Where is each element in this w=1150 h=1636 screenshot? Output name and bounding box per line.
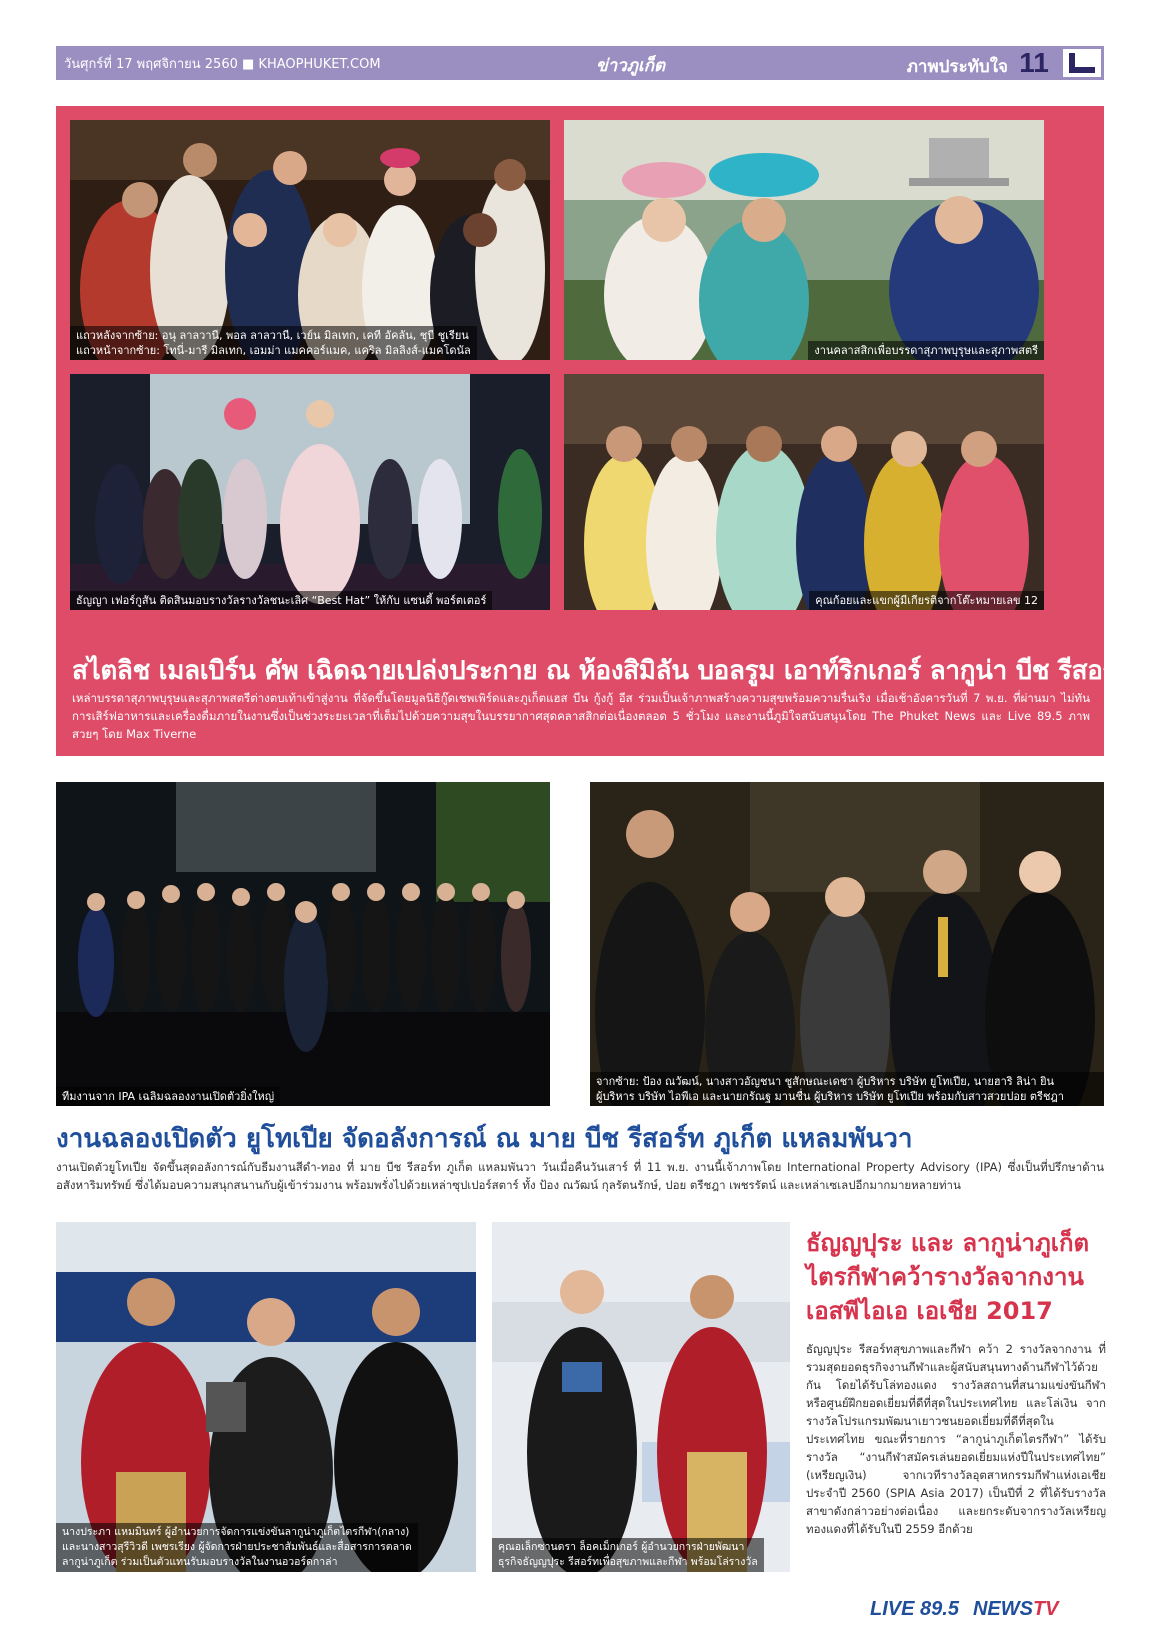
footer-logos <box>870 1598 1059 1621</box>
photo-thanyapura-award <box>492 1222 790 1572</box>
photo-caption: นางประภา แหมมินทร์ ผู้อำนวยการจัดการแข่งขันลากูน่าภูเก็ตไตรกีฬา(กลาง) และนางสาวสุรีวิวดี เพชรเรียง ผู้จัดการฝ่ายประชาสัมพันธ์และสื่อสารการตลาด ลากูน่าภูเก็ต ร่วมเป็นตัวแทนรับมอบรางวัลในงานอวอร์ดกาล่า <box>56 1523 418 1572</box>
photo-caption: คุณอเล็กซานดรา ล็อคเม็กเกอร์ ผู้อำนวยการฝ่ายพัฒนา ธุรกิจธัญญปุระ รีสอร์ทเพื่อสุขภาพและกีฬา พร้อมโล่รางวัล <box>492 1538 764 1572</box>
story-body: งานเปิดตัวยูโทเปีย จัดขึ้นสุดอลังการณ์กับธีมงานสีดำ-ทอง ที่ มาย บีช รีสอร์ท ภูเก็ต แหลมพันวา วันเมื่อคืนวันเสาร์ ที่ 11 พ.ย. งานนี้เจ้าภาพโดย International Property Advisory (IPA) ซึ่งเป็นที่ปรึกษาด้านอสังหาริมทรัพย์ ซึ่งได้มอบความสนุกสนานกับผู้เข้าร่วมงาน พร้อมพรั่งไปด้วยเหล่าซุปเปอร์สตาร์ ทั้ง ป้อง ณวัฒน์ กุลรัตนรักษ์, ปอย ตรีชฎา เพชรรัตน์ และเหล่าเซเลปอีกมากมายหลายท่าน <box>56 1160 1104 1192</box>
tv-logo-text: TV <box>1032 1598 1059 1620</box>
story-headline: สไตลิช เมลเบิร์น คัพ เฉิดฉายเปล่งประกาย ณ ห้องสิมิลัน บอลรูม เอาท์ริกเกอร์ ลากูน่า บีช รีสอร์ท <box>72 656 1134 686</box>
photo-hats-guests <box>564 120 1044 360</box>
photo-scene <box>590 782 1104 1106</box>
photo-scene <box>70 374 550 610</box>
photo-caption: คุณก้อยและแขกผู้มีเกียรติจากโต๊ะหมายเลข 12 <box>809 591 1044 610</box>
photo-caption: ทีมงานจาก IPA เฉลิมฉลองงานเปิดตัวยิ่งใหญ่ <box>56 1087 280 1106</box>
story-headline: งานฉลองเปิดตัว ยูโทเปีย จัดอลังการณ์ ณ มาย บีช รีสอร์ท ภูเก็ต แหลมพันวา <box>56 1124 913 1154</box>
section-title: ภาพประทับใจ <box>906 57 1008 77</box>
photo-best-hat-award <box>70 374 550 610</box>
photo-scene <box>492 1222 790 1572</box>
news-tv-logo <box>973 1598 1059 1621</box>
photo-scene <box>56 1222 476 1572</box>
corner-arrow-icon <box>1060 46 1104 80</box>
photo-scene <box>56 782 550 1106</box>
story-body: ธัญญปุระ รีสอร์ทสุขภาพและกีฬา คว้า 2 รางวัลจากงาน ที่รวมสุดยอดธุรกิจงานกีฬาและผู้สนับสนุนทางด้านกีฬาไว้ด้วยกัน โดยได้รับโล่ทองแดง รางวัลสถานที่สนามแข่งขันกีฬา หรือศูนย์ฝึกยอดเยี่ยมที่ดีที่สุดในประเทศไทย และโล่เงิน จากรางวัลโปรแกรมพัฒนาเยาวชนยอดเยี่ยมที่ดีที่สุดในประเทศไทย ขณะที่รายการ “ลากูน่าภูเก็ตไตรกีฬา” ได้รับรางวัล “งานกีฬาสมัครเล่นยอดเยี่ยมแห่งปีในประเทศไทย” (เหรียญเงิน) จากเวทีรางวัลอุตสาหกรรมกีฬาแห่งเอเชีย ประจำปี 2560 (SPIA Asia 2017) เป็นปีที่ 2 ที่ได้รับรางวัลสาขาดังกล่าวอย่างต่อเนื่อง และยกระดับจากรางวัลเหรียญทองแดงที่ได้รับในปี 2559 อีกด้วย <box>806 1342 1106 1536</box>
photo-caption: จากซ้าย: ป้อง ณวัฒน์, นางสาวอัญชนา ชูสักษณะเดชา ผู้บริหาร บริษัท ยูโทเปีย, นายฮาริ ลิน่า ยิน ผู้บริหาร บริษัท ไอพีเอ และนายกรัณฐ มานชื่น ผู้บริหาร บริษัท ยูโทเปีย พร้อมกับสาวสวยปอย ตรีชฎา <box>590 1072 1104 1106</box>
page-header <box>56 46 1104 80</box>
photo-scene <box>564 120 1044 360</box>
photo-caption: แถวหลังจากซ้าย: อนุ ลาลวานี, พอล ลาลวานี, เวย์น มิลเทก, เคที อัคลัน, ชุบี ชูเรียน แถวหน้าจากซ้าย: โทนี่-มารี มิลเทก, เอมม่า แมคคอร์แมค, แคริล มิลลิงส์-แมคโดนัล <box>70 326 477 360</box>
photo-caption: งานคลาสสิกเพื่อบรรดาสุภาพบุรุษและสุภาพสตรี <box>808 341 1044 360</box>
news-logo-text: NEWS <box>972 1598 1033 1620</box>
photo-scene <box>564 374 1044 610</box>
photo-scene <box>70 120 550 360</box>
header-date-site: วันศุกร์ที่ 17 พฤศจิกายน 2560 ■ KHAOPHUKET.COM <box>64 56 381 72</box>
story-melbourne-cup <box>56 106 1134 756</box>
photo-utopia-vips <box>590 782 1104 1106</box>
live-radio-logo: LIVE 89.5 <box>870 1598 959 1620</box>
story-headline: ธัญญปุระ และ ลากูน่าภูเก็ต ไตรกีฬาคว้ารางวัลจากงาน เอสพีไอเอ เอเชีย 2017 <box>806 1229 1090 1325</box>
story-body: เหล่าบรรดาสุภาพบุรุษและสุภาพสตรีต่างตบเท้าเข้าสู่งาน ที่จัดขึ้นโดยมูลนิธิกู๊ดเชพเพิร์ดและภูเก็ตแฮส บีน กู้งกู้ อีส ร่วมเป็นเจ้าภาพสร้างความสุขพร้อมความรื่นเริง เมื่อเช้าอังคารวันที่ 7 พ.ย. ที่ผ่านมา ไม่ทันการเสิร์ฟอาหารและเครื่องดื่มภายในงานซึ่งเป็นช่วงระยะเวลาที่เต็มไปด้วยความสุขในบรรยากาศสุดคลาสสิกต่อเนื่องตลอด 5 ชั่วโมง และงานนี้ภูมิใจสนับสนุนโดย The Phuket News และ Live 89.5 ภาพสวยๆ โดย Max Tiverne <box>72 691 1090 741</box>
photo-table-12-guests <box>564 374 1044 610</box>
newspaper-logo: ข่าวภูเก็ต <box>596 56 666 76</box>
photo-group-guests <box>70 120 550 360</box>
photo-caption: ธัญญา เฟอร์กูสัน ติดสินมอบรางวัลรางวัลชนะเลิศ “Best Hat” ให้กับ แซนดี้ พอร์ตเตอร์ <box>70 591 492 610</box>
photo-ipa-team <box>56 782 550 1106</box>
page-number: 11 <box>1012 46 1056 80</box>
photo-laguna-triathlon-award <box>56 1222 476 1572</box>
